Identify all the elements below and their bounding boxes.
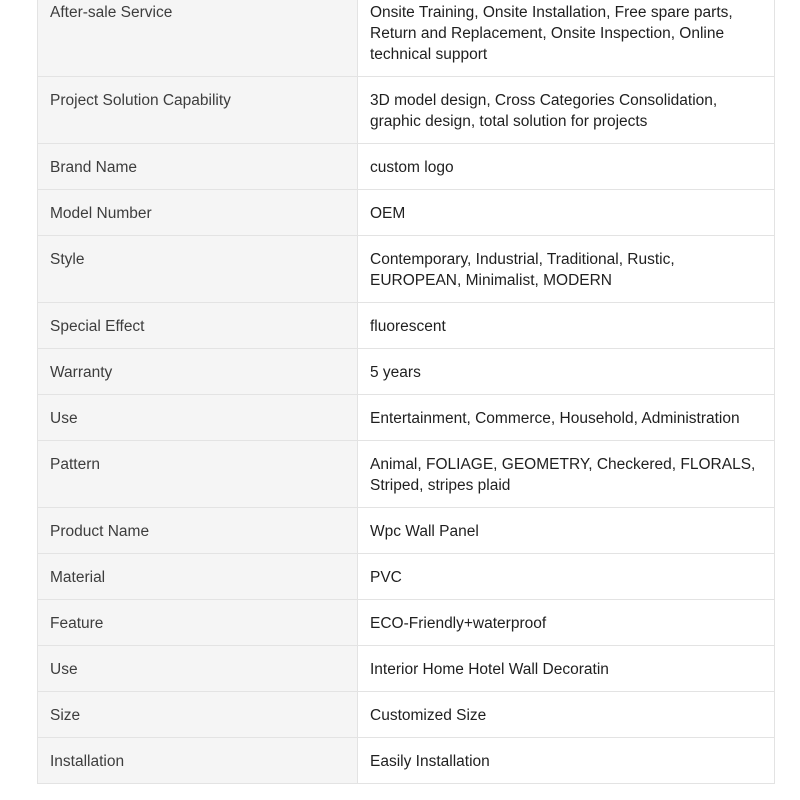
- table-row: [38, 646, 775, 692]
- attribute-value: Wpc Wall Panel: [358, 508, 775, 554]
- table-row: [38, 77, 775, 144]
- product-attributes-table-container: [37, 0, 775, 784]
- attribute-value: Animal, FOLIAGE, GEOMETRY, Checkered, FLORALS, Striped, stripes plaid: [358, 441, 775, 508]
- table-row: [38, 441, 775, 508]
- attribute-name: Feature: [38, 600, 358, 646]
- table-row: [38, 0, 775, 77]
- table-row: [38, 236, 775, 303]
- attribute-value: fluorescent: [358, 303, 775, 349]
- attribute-name: Product Name: [38, 508, 358, 554]
- attribute-value: ECO-Friendly+waterproof: [358, 600, 775, 646]
- attribute-name: Pattern: [38, 441, 358, 508]
- attribute-name: Warranty: [38, 349, 358, 395]
- attribute-name: Project Solution Capability: [38, 77, 358, 144]
- attribute-value: 5 years: [358, 349, 775, 395]
- table-row: [38, 738, 775, 784]
- attribute-name: Size: [38, 692, 358, 738]
- attributes-table-body: [38, 0, 775, 784]
- attribute-name: Brand Name: [38, 144, 358, 190]
- attribute-value: 3D model design, Cross Categories Consolidation, graphic design, total solution for projects: [358, 77, 775, 144]
- attribute-value: custom logo: [358, 144, 775, 190]
- attribute-name: Use: [38, 395, 358, 441]
- table-row: [38, 600, 775, 646]
- table-row: [38, 692, 775, 738]
- attribute-value: Contemporary, Industrial, Traditional, Rustic, EUROPEAN, Minimalist, MODERN: [358, 236, 775, 303]
- table-row: [38, 508, 775, 554]
- attribute-name: Style: [38, 236, 358, 303]
- attribute-name: Material: [38, 554, 358, 600]
- attribute-value: Entertainment, Commerce, Household, Administration: [358, 395, 775, 441]
- attribute-name: Use: [38, 646, 358, 692]
- attribute-value: OEM: [358, 190, 775, 236]
- table-row: [38, 554, 775, 600]
- table-row: [38, 190, 775, 236]
- table-row: [38, 303, 775, 349]
- attribute-value: Onsite Training, Onsite Installation, Free spare parts, Return and Replacement, Onsite Inspection, Online technical support: [358, 0, 775, 77]
- product-attributes-table: [37, 0, 775, 784]
- attribute-value: Easily Installation: [358, 738, 775, 784]
- attribute-name: Special Effect: [38, 303, 358, 349]
- attribute-name: After-sale Service: [38, 0, 358, 77]
- attribute-value: Interior Home Hotel Wall Decoratin: [358, 646, 775, 692]
- attribute-name: Model Number: [38, 190, 358, 236]
- table-row: [38, 144, 775, 190]
- attribute-name: Installation: [38, 738, 358, 784]
- table-row: [38, 395, 775, 441]
- table-row: [38, 349, 775, 395]
- attribute-value: Customized Size: [358, 692, 775, 738]
- attribute-value: PVC: [358, 554, 775, 600]
